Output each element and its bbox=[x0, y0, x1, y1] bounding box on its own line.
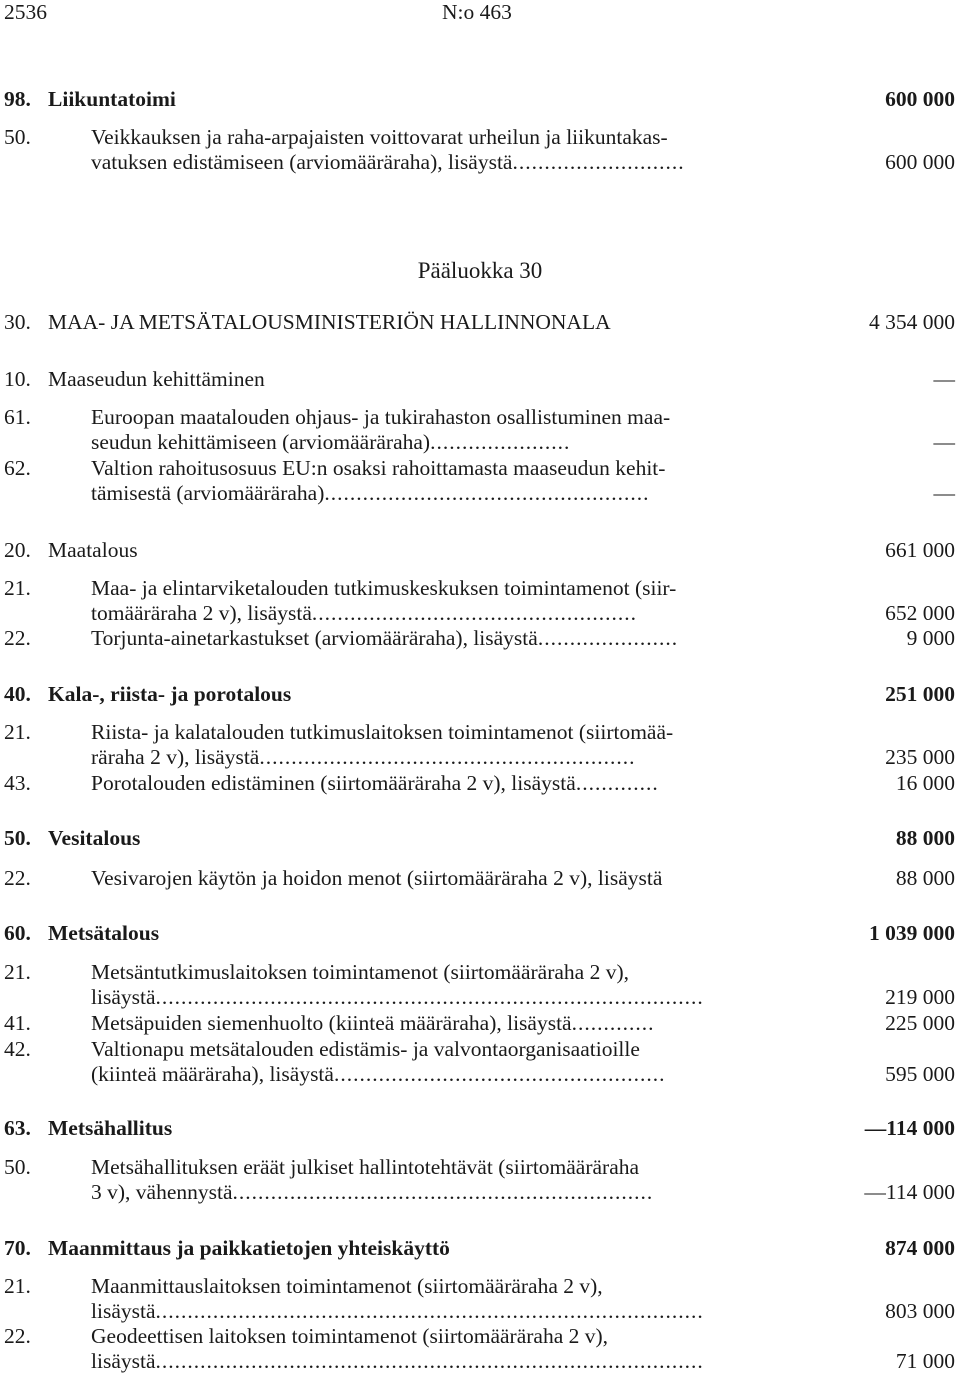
page-header bbox=[0, 0, 960, 28]
main-class-heading: Pääluokka 30 bbox=[417, 258, 543, 283]
issue-number: N:o 463 bbox=[442, 0, 512, 24]
page-number: 2536 bbox=[4, 0, 47, 24]
